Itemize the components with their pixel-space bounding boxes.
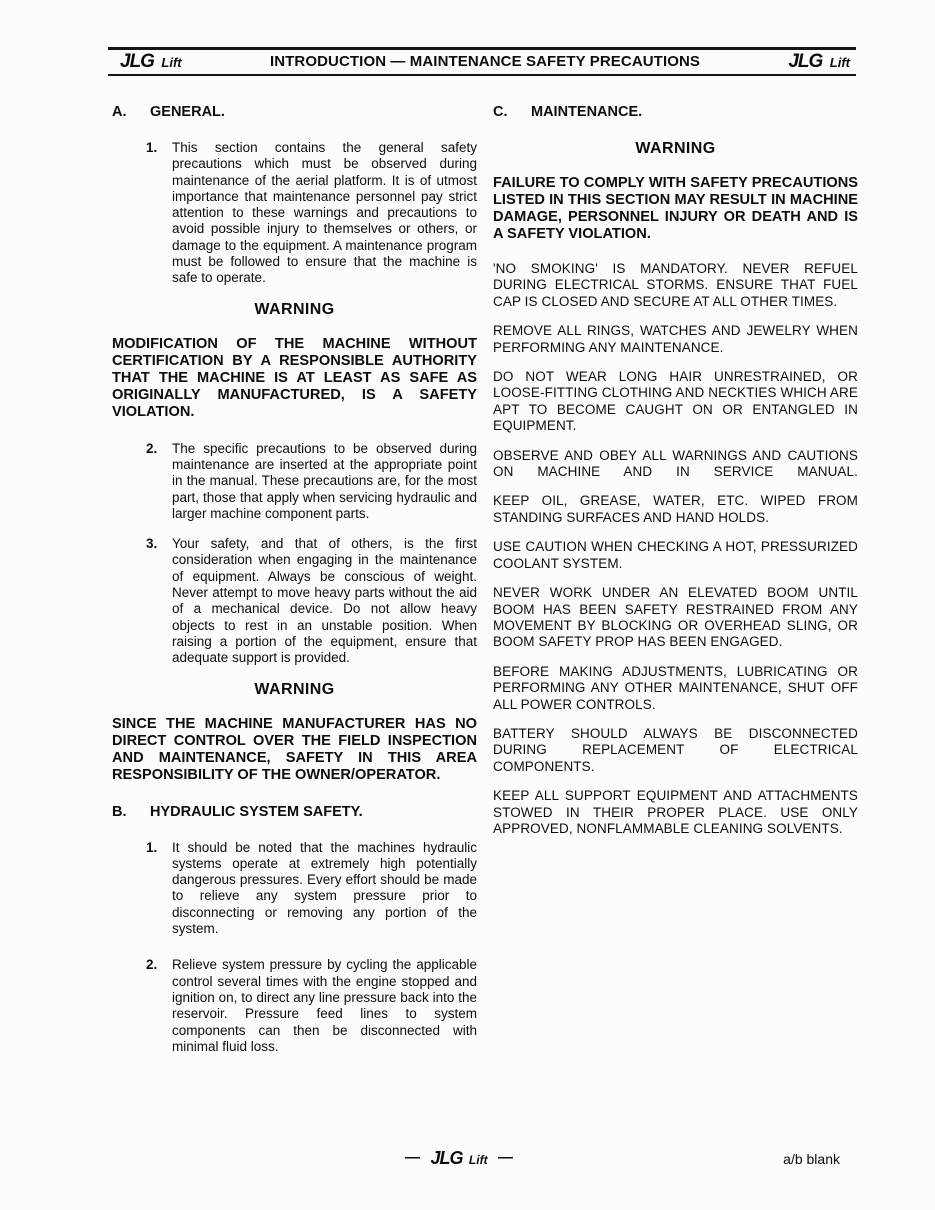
maintenance-paragraph: BEFORE MAKING ADJUSTMENTS, LUBRICATING OR PERFORMING ANY OTHER MAINTENANCE, SHUT OFF ALL POWER CONTROLS. — [493, 663, 858, 712]
warning-text: MODIFICATION OF THE MACHINE WITHOUT CERTIFICATION BY A RESPONSIBLE AUTHORITY THAT THE MACHINE IS AT LEAST AS SAFE AS ORIGINALLY MANUFACTURED, IS A SAFETY VIOLATION. — [112, 335, 477, 420]
jlg-logo-lift-text: Lift — [829, 55, 850, 70]
maintenance-paragraph: OBSERVE AND OBEY ALL WARNINGS AND CAUTIONS ON MACHINE AND IN SERVICE MANUAL. — [493, 447, 858, 480]
page-footer — [0, 1147, 935, 1177]
section-heading-general — [112, 104, 477, 121]
footer-dash: — — [498, 1149, 514, 1166]
item-number: 2. — [146, 440, 158, 456]
item-text: The specific precautions to be observed during maintenance are inserted at the appropriate point in the manual. These precautions are, for the most part, those that apply when servicing hydraulic and larger machine component parts. — [172, 440, 477, 521]
item-number: 1. — [146, 839, 158, 855]
item-text: Relieve system pressure by cycling the applicable control several times with the engine stopped and ignition on, to direct any line pressure back into the reservoir. Pressure feed lines to system components can then be disconnected with minimal fluid loss. — [172, 957, 477, 1054]
maintenance-paragraph: REMOVE ALL RINGS, WATCHES AND JEWELRY WHEN PERFORMING ANY MAINTENANCE. — [493, 323, 858, 355]
footer-jlg-logo — [405, 1149, 513, 1168]
warning-heading: WARNING — [254, 300, 335, 318]
list-item — [112, 441, 477, 522]
item-number: 1. — [146, 140, 158, 155]
warning-text: SINCE THE MACHINE MANUFACTURER HAS NO DIRECT CONTROL OVER THE FIELD INSPECTION AND MAINTENANCE, SAFETY IN THIS AREA RESPONSIBILITY OF THE OWNER/OPERATOR. — [112, 715, 477, 783]
section-title: GENERAL. — [150, 104, 225, 120]
right-column — [493, 104, 858, 1069]
jlg-logo-lift-text: Lift — [161, 55, 182, 70]
list-item — [112, 840, 477, 938]
jlg-logo-text: JLG — [430, 1148, 463, 1168]
section-title: HYDRAULIC SYSTEM SAFETY. — [150, 803, 363, 820]
maintenance-paragraph: USE CAUTION WHEN CHECKING A HOT, PRESSURIZED COOLANT SYSTEM. — [493, 539, 858, 571]
list-item — [112, 140, 477, 287]
page-header — [108, 47, 856, 76]
list-item — [112, 536, 477, 666]
maintenance-paragraph: KEEP OIL, GREASE, WATER, ETC. WIPED FROM STANDING SURFACES AND HAND HOLDS. — [493, 493, 858, 525]
jlg-logo-right — [788, 52, 850, 71]
item-text: It should be noted that the machines hydraulic systems operate at extremely high potentially dangerous pressures. Every effort should be made to relieve any system pressure prior to disconnecting or removing any portion of the system. — [172, 839, 477, 937]
warning-text: FAILURE TO COMPLY WITH SAFETY PRECAUTIONS LISTED IN THIS SECTION MAY RESULT IN MACHINE DAMAGE, PERSONNEL INJURY OR DEATH AND IS A SAFETY VIOLATION. — [493, 175, 858, 242]
page-title: INTRODUCTION — MAINTENANCE SAFETY PRECAUTIONS — [269, 53, 701, 70]
item-text: Your safety, and that of others, is the first consideration when engaging in the maintenance of equipment. Always be conscious of weight. Never attempt to move heavy parts without the aid of a mechanical device. Do not allow heavy objects to rest in an unstable position. When raising a portion of the equipment, ensure that adequate support is provided. — [172, 536, 477, 666]
section-letter: C. — [493, 104, 508, 120]
maintenance-paragraph: NEVER WORK UNDER AN ELEVATED BOOM UNTIL BOOM HAS BEEN SAFETY RESTRAINED FROM ANY MOVEMENT BY BLOCKING OR OVERHEAD SLING, OR BOOM SAFETY PROP HAS BEEN ENGAGED. — [493, 585, 858, 650]
maintenance-paragraph: 'NO SMOKING' IS MANDATORY. NEVER REFUEL DURING ELECTRICAL STORMS. ENSURE THAT FUEL CAP IS CLOSED AND SECURE AT ALL OTHER TIMES. — [493, 261, 858, 309]
warning-heading: WARNING — [635, 140, 716, 157]
page-body — [112, 104, 858, 1069]
warning-heading: WARNING — [254, 680, 335, 698]
jlg-logo-text: JLG — [788, 51, 823, 72]
jlg-logo-lift-text: Lift — [468, 1153, 488, 1167]
maintenance-paragraph: KEEP ALL SUPPORT EQUIPMENT AND ATTACHMENTS STOWED IN THEIR PROPER PLACE. USE ONLY APPROVED, NONFLAMMABLE CLEANING SOLVENTS. — [493, 788, 858, 836]
section-title: MAINTENANCE. — [531, 104, 643, 120]
left-column — [112, 104, 477, 1069]
item-number: 2. — [146, 957, 158, 973]
section-heading-maintenance — [493, 104, 858, 121]
maintenance-paragraph: BATTERY SHOULD ALWAYS BE DISCONNECTED DURING REPLACEMENT OF ELECTRICAL COMPONENTS. — [493, 725, 858, 774]
item-number: 3. — [146, 536, 158, 552]
section-letter: B. — [112, 803, 127, 820]
list-item — [112, 957, 477, 1055]
maintenance-paragraph: DO NOT WEAR LONG HAIR UNRESTRAINED, OR LOOSE-FITTING CLOTHING AND NECKTIES WHICH ARE APT TO BECOME CAUGHT ON OR ENTANGLED IN EQUIPMENT. — [493, 369, 858, 434]
item-text: This section contains the general safety precautions which must be observed during maintenance of the aerial platform. It is of utmost importance that maintenance personnel pay strict attention to these warnings and precautions to avoid possible injury to themselves or others, or damage to the equipment. A maintenance program must be followed to ensure that the machine is safe to operate. — [172, 140, 477, 286]
section-letter: A. — [112, 104, 127, 120]
jlg-logo-text: JLG — [120, 51, 154, 72]
jlg-logo-left — [120, 52, 182, 71]
footer-dash: — — [405, 1149, 420, 1166]
section-heading-hydraulic — [112, 804, 477, 821]
page-number-note: a/b blank — [783, 1151, 840, 1167]
